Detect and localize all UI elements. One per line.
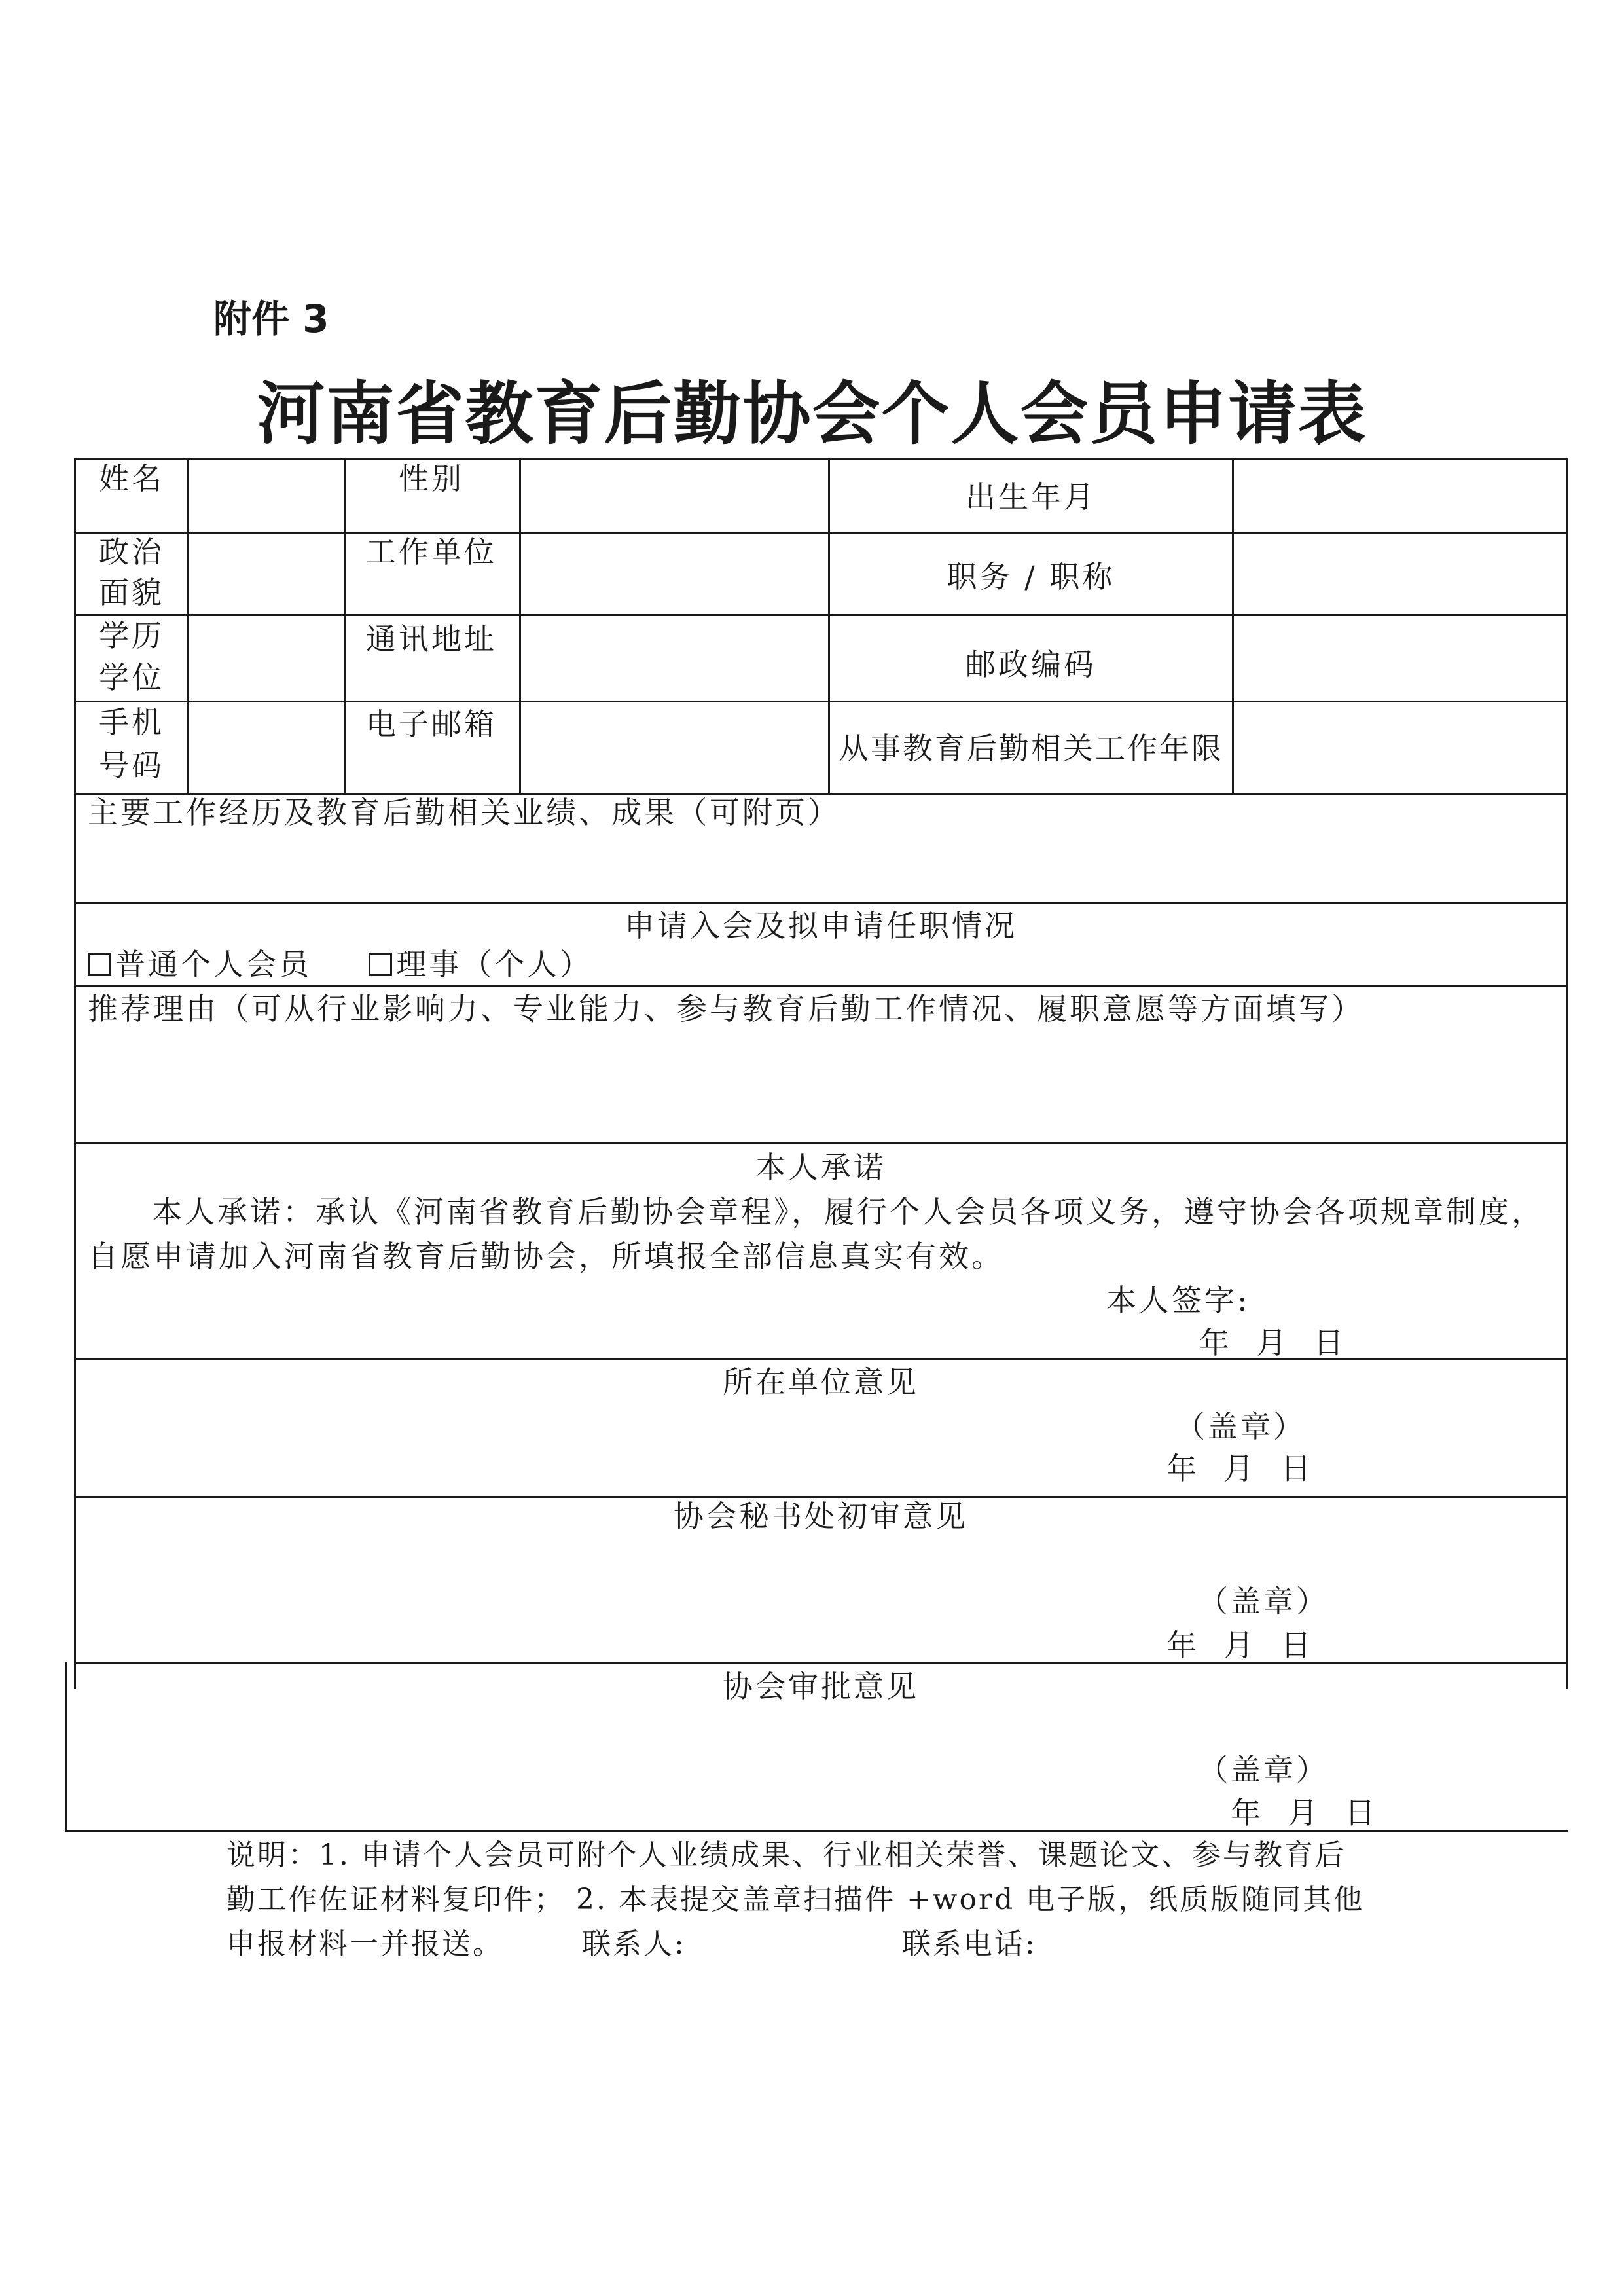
postal-code-field[interactable] [1234, 616, 1566, 701]
label-education-1: 学历 [99, 618, 164, 653]
gender-field[interactable] [521, 460, 828, 532]
label-reason: 推荐理由（可从行业影响力、专业能力、参与教育后勤工作情况、履职意愿等方面填写） [88, 991, 1364, 1027]
label-political-status-2: 面貌 [99, 575, 164, 610]
label-name: 姓名 [99, 461, 164, 496]
label-application: 申请入会及拟申请任职情况 [624, 908, 1017, 943]
contact-phone-label: 联系电话: [901, 1927, 1037, 1961]
label-work-unit: 工作单位 [366, 534, 497, 570]
position-title-field[interactable] [1234, 534, 1566, 614]
checkbox-council-member[interactable] [369, 953, 392, 976]
unit-opinion-field[interactable] [76, 1404, 1566, 1496]
secretariat-opinion-field[interactable] [76, 1539, 1566, 1662]
notes-line-3 [226, 1922, 1364, 1967]
label-approval-opinion: 协会审批意见 [723, 1669, 919, 1704]
checkbox-ordinary-member[interactable] [88, 953, 111, 976]
name-field[interactable] [189, 460, 344, 532]
option-ordinary-member-label: 普通个人会员 [115, 947, 312, 982]
education-field[interactable] [189, 616, 344, 701]
label-political-status-1: 政治 [99, 534, 164, 570]
option-council-member-label: 理事（个人） [396, 947, 593, 982]
label-education-2: 学位 [99, 660, 164, 695]
label-gender: 性别 [399, 461, 464, 496]
unit-seal: （盖章） [1175, 1409, 1306, 1444]
contact-person-label: 联系人: [582, 1927, 686, 1961]
experience-field[interactable] [76, 835, 1566, 902]
label-position-title: 职务 / 职称 [947, 559, 1115, 594]
notes-line-2: 勤工作佐证材料复印件； 2. 本表提交盖章扫描件 +word 电子版，纸质版随同其他 [226, 1883, 1365, 1916]
form-title: 河南省教育后勤协会个人会员申请表 [257, 373, 1367, 454]
pledge-line-2: 自愿申请加入河南省教育后勤协会，所填报全部信息真实有效。 [88, 1239, 1004, 1274]
council-member-option[interactable] [369, 947, 592, 982]
attachment-label: 附件 3 [213, 297, 329, 341]
label-unit-opinion: 所在单位意见 [723, 1364, 919, 1400]
political-status-field[interactable] [189, 534, 344, 614]
address-field[interactable] [521, 616, 828, 701]
email-field[interactable] [521, 702, 828, 793]
label-years-in-work: 从事教育后勤相关工作年限 [839, 731, 1223, 766]
ordinary-member-option[interactable] [88, 947, 312, 982]
pledge-line-1: 本人承诺：承认《河南省教育后勤协会章程》，履行个人会员各项义务，遵守协会各项规章制度， [152, 1194, 1544, 1230]
label-mobile-1: 手机 [99, 704, 164, 740]
label-birth-month: 出生年月 [965, 479, 1096, 515]
notes-line-3-text: 申报材料一并报送。 [226, 1927, 503, 1961]
work-unit-field[interactable] [521, 534, 828, 614]
mobile-field[interactable] [189, 702, 344, 793]
label-experience: 主要工作经历及教育后勤相关业绩、成果（可附页） [88, 795, 840, 830]
label-email: 电子邮箱 [366, 706, 497, 742]
pledge-date: 年 月 日 [1199, 1325, 1346, 1360]
label-signature: 本人签字: [1106, 1283, 1250, 1318]
approval-seal: （盖章） [1198, 1752, 1329, 1787]
notes-line-1: 说明：1. 申请个人会员可附个人业绩成果、行业相关荣誉、课题论文、参与教育后 [226, 1838, 1346, 1872]
reason-field[interactable] [76, 1031, 1566, 1142]
label-pledge: 本人承诺 [755, 1150, 886, 1185]
notes [226, 1833, 1364, 1967]
birth-month-field[interactable] [1234, 460, 1566, 532]
label-postal-code: 邮政编码 [965, 647, 1096, 682]
approval-date: 年 月 日 [1231, 1795, 1378, 1831]
secretariat-date: 年 月 日 [1166, 1628, 1314, 1663]
label-secretariat-opinion: 协会秘书处初审意见 [674, 1499, 968, 1534]
years-in-work-field[interactable] [1234, 702, 1566, 793]
label-address: 通讯地址 [366, 621, 497, 657]
unit-date: 年 月 日 [1166, 1451, 1314, 1486]
secretariat-seal: （盖章） [1198, 1584, 1329, 1619]
label-mobile-2: 号码 [99, 748, 164, 783]
